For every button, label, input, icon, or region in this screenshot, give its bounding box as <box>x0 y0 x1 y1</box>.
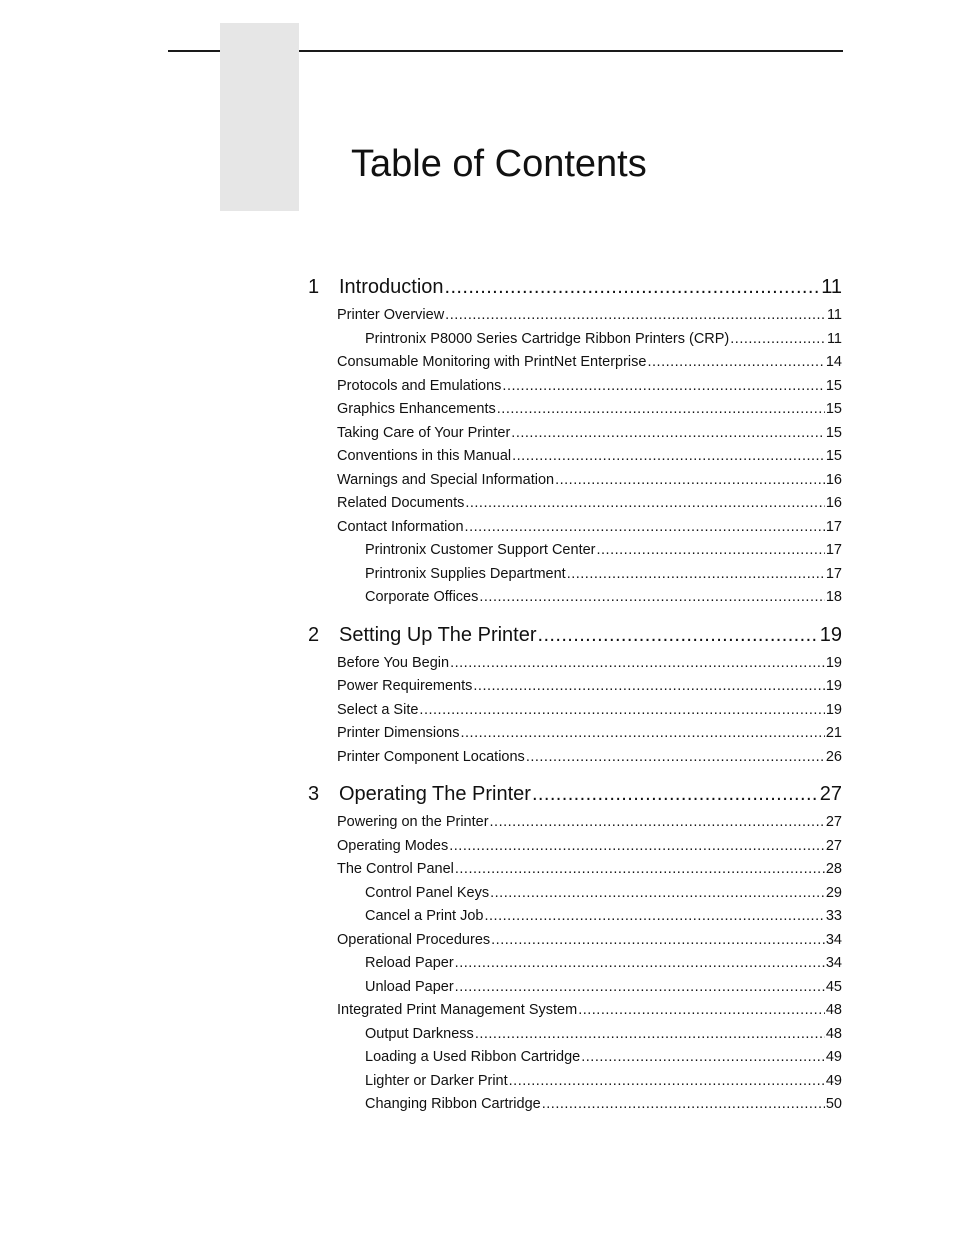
chapter-title: Operating The Printer <box>339 783 531 805</box>
toc-chapter-2-entries <box>308 652 842 770</box>
toc-subentry[interactable] <box>308 539 842 563</box>
toc-entry[interactable] <box>308 699 842 723</box>
toc-subentry[interactable] <box>308 563 842 587</box>
dot-leader <box>465 516 825 540</box>
dot-leader <box>490 811 825 835</box>
toc-entry-page: 48 <box>825 1002 842 1018</box>
toc-entry-page: 11 <box>826 330 842 347</box>
toc-entry-page: 15 <box>825 401 842 417</box>
toc-entry[interactable] <box>308 398 842 422</box>
header-rule-left <box>168 50 220 52</box>
dot-leader <box>455 976 825 1000</box>
toc-entry-page: 34 <box>825 931 842 948</box>
toc-entry-page: 48 <box>825 1025 842 1042</box>
dot-leader <box>512 445 825 469</box>
chapter-number: 1 <box>308 276 320 298</box>
toc-list <box>308 271 842 1126</box>
dot-leader <box>502 375 824 399</box>
dot-leader <box>578 999 825 1023</box>
toc-entry-label: Operating Modes <box>337 837 449 854</box>
toc-entry-label: Operational Procedures <box>337 931 491 948</box>
toc-entry[interactable] <box>308 492 842 516</box>
toc-entry-label: Powering on the Printer <box>337 814 489 830</box>
toc-entry-label: Warnings and Special Information <box>337 471 555 488</box>
dot-leader <box>455 952 825 976</box>
toc-entry-page: 17 <box>825 542 842 558</box>
toc-entry-label: Taking Care of Your Printer <box>337 424 511 441</box>
dot-leader <box>526 746 825 770</box>
header-rule-right <box>299 50 843 52</box>
dot-leader <box>484 905 824 929</box>
toc-entry-page: 19 <box>825 701 842 718</box>
toc-entry-label: The Control Panel <box>337 861 454 877</box>
dot-leader <box>445 271 821 303</box>
dot-leader <box>730 328 826 352</box>
dot-leader <box>461 722 825 746</box>
toc-entry-label: Protocols and Emulations <box>337 377 502 394</box>
toc-entry[interactable] <box>308 304 842 328</box>
toc-entry[interactable] <box>308 722 842 746</box>
toc-entry-label: Related Documents <box>337 495 465 511</box>
toc-subentry[interactable] <box>308 976 842 1000</box>
dot-leader <box>449 835 825 859</box>
toc-entry-label: Printer Overview <box>337 307 445 323</box>
toc-subentry[interactable] <box>308 586 842 610</box>
chapter-title: Setting Up The Printer <box>339 623 537 646</box>
dot-leader <box>479 586 824 610</box>
toc-entry[interactable] <box>308 652 842 676</box>
toc-entry[interactable] <box>308 835 842 859</box>
toc-entry-label: Lighter or Darker Print <box>365 1072 508 1089</box>
toc-entry-page: 17 <box>825 565 842 582</box>
toc-entry-label: Output Darkness <box>365 1025 474 1042</box>
toc-subentry[interactable] <box>308 905 842 929</box>
toc-entry[interactable] <box>308 675 842 699</box>
toc-entry-page: 15 <box>825 448 842 464</box>
toc-entry[interactable] <box>308 516 842 540</box>
toc-entry[interactable] <box>308 811 842 835</box>
chapter-page: 19 <box>819 623 842 646</box>
toc-entry[interactable] <box>308 445 842 469</box>
dot-leader <box>450 652 825 676</box>
toc-entry-label: Printer Dimensions <box>337 725 460 741</box>
toc-chapter-3-entries <box>308 811 842 1117</box>
toc-entry-page: 45 <box>825 978 842 995</box>
toc-entry-label: Cancel a Print Job <box>365 908 484 924</box>
toc-entry-page: 27 <box>825 814 842 830</box>
toc-entry-page: 21 <box>825 725 842 741</box>
toc-entry-label: Graphics Enhancements <box>337 401 496 417</box>
toc-entry-label: Printronix Supplies Department <box>365 565 566 582</box>
dot-leader <box>511 422 825 446</box>
dot-leader <box>475 1023 825 1047</box>
toc-chapter-3[interactable] <box>308 778 842 810</box>
dot-leader <box>490 882 825 906</box>
toc-entry-label: Power Requirements <box>337 678 473 694</box>
chapter-tab-block <box>220 23 299 211</box>
toc-entry-page: 19 <box>825 678 842 694</box>
dot-leader <box>532 778 819 810</box>
chapter-page: 27 <box>819 783 842 805</box>
toc-entry-page: 19 <box>825 654 842 671</box>
toc-entry-page: 16 <box>825 495 842 511</box>
toc-entry-page: 27 <box>825 837 842 854</box>
toc-entry-page: 33 <box>825 908 842 924</box>
chapter-title: Introduction <box>339 276 444 298</box>
toc-entry-page: 17 <box>825 518 842 535</box>
toc-entry-page: 15 <box>825 424 842 441</box>
toc-entry[interactable] <box>308 746 842 770</box>
toc-entry-label: Reload Paper <box>365 955 454 971</box>
dot-leader <box>473 675 824 699</box>
dot-leader <box>465 492 825 516</box>
toc-subentry[interactable] <box>308 952 842 976</box>
chapter-page: 11 <box>821 276 842 298</box>
toc-entry-label: Changing Ribbon Cartridge <box>365 1096 541 1112</box>
toc-subentry[interactable] <box>308 328 842 352</box>
dot-leader <box>647 351 824 375</box>
toc-entry-label: Unload Paper <box>365 978 454 995</box>
toc-entry-page: 28 <box>825 861 842 877</box>
toc-entry[interactable] <box>308 469 842 493</box>
dot-leader <box>567 563 825 587</box>
toc-entry-label: Select a Site <box>337 701 419 718</box>
dot-leader <box>538 619 819 651</box>
dot-leader <box>419 699 824 723</box>
toc-entry-page: 49 <box>825 1072 842 1089</box>
dot-leader <box>542 1093 825 1117</box>
toc-chapter-2[interactable] <box>308 619 842 651</box>
toc-entry[interactable] <box>308 375 842 399</box>
dot-leader <box>497 398 825 422</box>
toc-subentry[interactable] <box>308 1046 842 1070</box>
toc-subentry[interactable] <box>308 882 842 906</box>
toc-entry-label: Integrated Print Management System <box>337 1002 578 1018</box>
toc-entry-page: 29 <box>825 884 842 901</box>
toc-chapter-1-entries <box>308 304 842 610</box>
toc-chapter-1[interactable] <box>308 271 842 303</box>
toc-entry-page: 16 <box>825 471 842 488</box>
toc-entry-page: 50 <box>825 1096 842 1112</box>
chapter-number: 3 <box>308 783 320 805</box>
toc-entry-label: Printronix P8000 Series Cartridge Ribbon Printers (CRP) <box>365 330 730 347</box>
toc-entry-page: 34 <box>825 955 842 971</box>
toc-entry-label: Loading a Used Ribbon Cartridge <box>365 1049 581 1065</box>
toc-entry[interactable] <box>308 929 842 953</box>
toc-entry-label: Printronix Customer Support Center <box>365 542 596 558</box>
dot-leader <box>455 858 825 882</box>
toc-entry-label: Before You Begin <box>337 654 450 671</box>
toc-entry-page: 15 <box>825 377 842 394</box>
toc-entry-label: Conventions in this Manual <box>337 448 512 464</box>
toc-entry[interactable] <box>308 999 842 1023</box>
dot-leader <box>581 1046 825 1070</box>
toc-subentry[interactable] <box>308 1093 842 1117</box>
toc-entry-label: Printer Component Locations <box>337 748 525 765</box>
dot-leader <box>491 929 825 953</box>
toc-entry-page: 11 <box>826 307 842 323</box>
toc-entry[interactable] <box>308 422 842 446</box>
toc-entry-label: Corporate Offices <box>365 589 479 605</box>
toc-entry-label: Contact Information <box>337 518 464 535</box>
toc-entry-page: 26 <box>825 748 842 765</box>
toc-subentry[interactable] <box>308 1070 842 1094</box>
toc-entry[interactable] <box>308 351 842 375</box>
dot-leader <box>597 539 825 563</box>
toc-subentry[interactable] <box>308 1023 842 1047</box>
toc-entry-page: 18 <box>825 589 842 605</box>
dot-leader <box>509 1070 825 1094</box>
toc-entry-label: Control Panel Keys <box>365 884 490 901</box>
dot-leader <box>445 304 826 328</box>
chapter-number: 2 <box>308 623 320 646</box>
toc-entry-label: Consumable Monitoring with PrintNet Enterprise <box>337 354 647 370</box>
toc-entry-page: 49 <box>825 1049 842 1065</box>
toc-entry-page: 14 <box>825 354 842 370</box>
page-title: Table of Contents <box>351 143 647 185</box>
dot-leader <box>555 469 825 493</box>
toc-entry[interactable] <box>308 858 842 882</box>
